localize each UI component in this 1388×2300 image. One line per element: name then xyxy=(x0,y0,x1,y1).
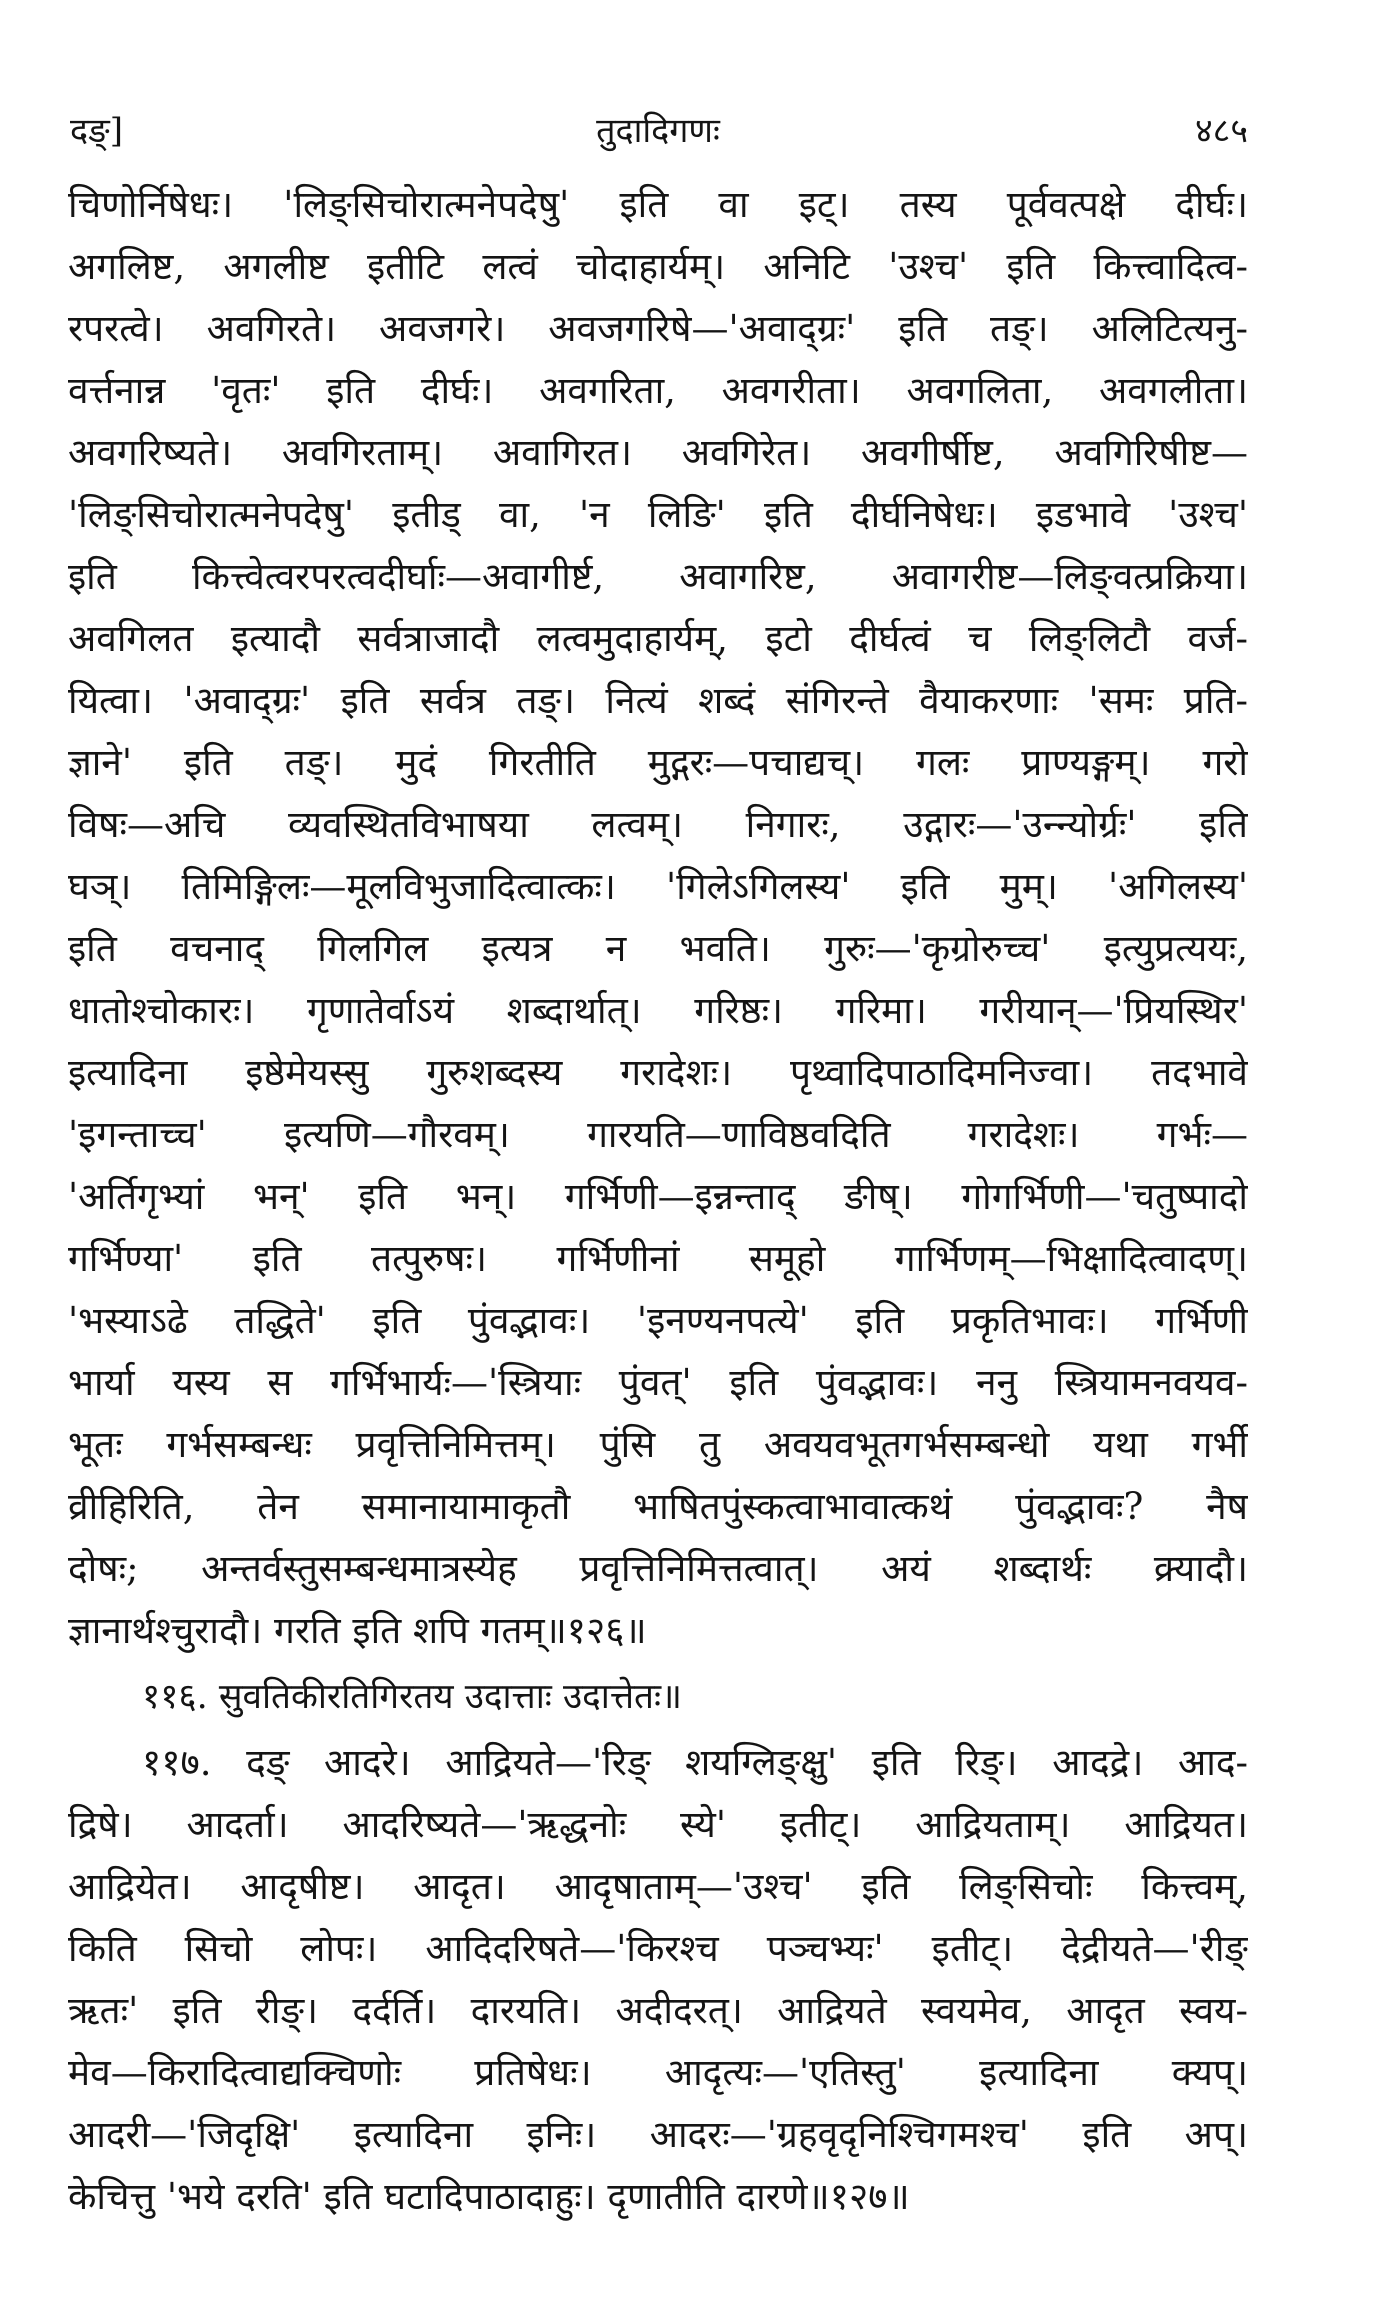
text-line: घञ्। तिमिङ्गिलः—मूलविभुजादित्वात्कः। 'गिलेऽगिलस्य' इति मुम्। 'अगिलस्य' xyxy=(68,865,1248,908)
text-line: इति वचनाद् गिलगिल इत्यत्र न भवति। गुरुः—'कृग्रोरुच्च' इत्युप्रत्ययः, xyxy=(68,927,1248,970)
sutra-line: ११६. सुवतिकीरतिगिरतय उदात्ताः उदात्तेतः॥ xyxy=(142,1677,682,1717)
text-line: दोषः; अन्तर्वस्तुसम्बन्धमात्रस्येह प्रवृत्तिनिमित्तत्वात्। अयं शब्दार्थः क्र्यादौ। xyxy=(68,1547,1248,1590)
paragraph-2 xyxy=(68,1732,1248,2228)
text-line: व्रीहिरिति, तेन समानायामाकृतौ भाषितपुंस्कत्वाभावात्कथं पुंवद्भावः? नैष xyxy=(68,1485,1248,1528)
text-line: अवगरिष्यते। अवगिरताम्। अवागिरत। अवगिरेत। अवगीर्षीष्ट, अवगिरिषीष्ट— xyxy=(68,431,1248,474)
text-line: 'अर्तिगृभ्यां भन्' इति भन्। गर्भिणी—इन्नन्ताद् ङीष्। गोगर्भिणी—'चतुष्पादो xyxy=(68,1175,1248,1218)
page-number: ४८५ xyxy=(1194,111,1248,151)
text-line: भूतः गर्भसम्बन्धः प्रवृत्तिनिमित्तम्। पुंसि तु अवयवभूतगर्भसम्बन्धो यथा गर्भी xyxy=(68,1423,1248,1466)
text-line: ज्ञानार्थश्चुरादौ। गरति इति शपि गतम्॥१२६॥ xyxy=(68,1609,647,1652)
text-line: चिणोर्निषेधः। 'लिङ्सिचोरात्मनेपदेषु' इति वा इट्। तस्य पूर्ववत्पक्षे दीर्घः। xyxy=(68,183,1248,226)
text-line: मेव—किरादित्वाद्यक्चिणोः प्रतिषेधः। आदृत्यः—'एतिस्तु' इत्यादिना क्यप्। xyxy=(68,2051,1248,2094)
text-line: द्रिषे। आदर्ता। आदरिष्यते—'ऋद्धनोः स्ये' इतीट्। आद्रियताम्। आद्रियत। xyxy=(68,1803,1248,1846)
text-line: 'इगन्ताच्च' इत्यणि—गौरवम्। गारयति—णाविष्ठवदिति गरादेशः। गर्भः— xyxy=(68,1113,1248,1156)
page xyxy=(68,104,1248,2228)
text-line: विषः—अचि व्यवस्थितविभाषया लत्वम्। निगारः, उद्गारः—'उन्न्योर्ग्रः' इति xyxy=(68,803,1248,846)
text-line: ११७. दङ् आदरे। आद्रियते—'रिङ् शयग्लिङ्क्षु' इति रिङ्। आदद्रे। आद- xyxy=(142,1741,1248,1784)
text-line: इति कित्त्वेत्वरपरत्वदीर्घाः—अवागीर्ष्ट, अवागरिष्ट, अवागरीष्ट—लिङ्वत्प्रक्रिया। xyxy=(68,555,1248,598)
text-line: गर्भिण्या' इति तत्पुरुषः। गर्भिणीनां समूहो गार्भिणम्—भिक्षादित्वादण्। xyxy=(68,1237,1248,1280)
text-line: अगलिष्ट, अगलीष्ट इतीटि लत्वं चोदाहार्यम्। अनिटि 'उश्च' इति कित्त्वादित्व- xyxy=(68,245,1248,288)
paragraph-1 xyxy=(68,174,1248,1662)
text-line: केचित्तु 'भये दरति' इति घटादिपाठादाहुः। दृणातीति दारणे॥१२७॥ xyxy=(68,2175,910,2218)
text-line: आदरी—'जिदृक्षि' इत्यादिना इनिः। आदरः—'ग्रहवृदृनिश्चिगमश्च' इति अप्। xyxy=(68,2113,1248,2156)
text-line: किति सिचो लोपः। आदिदरिषते—'किरश्च पञ्चभ्यः' इतीट्। देद्रीयते—'रीङ् xyxy=(68,1927,1248,1970)
text-line: धातोश्चोकारः। गृणातेर्वाऽयं शब्दार्थात्। गरिष्ठः। गरिमा। गरीयान्—'प्रियस्थिर' xyxy=(68,989,1248,1032)
text-line: 'भस्याऽढे तद्धिते' इति पुंवद्भावः। 'इनण्यनपत्ये' इति प्रकृतिभावः। गर्भिणी xyxy=(68,1299,1248,1342)
text-line: भार्या यस्य स गर्भिभार्यः—'स्त्रियाः पुंवत्' इति पुंवद्भावः। ननु स्त्रियामनवयव- xyxy=(68,1361,1248,1404)
text-line: ऋतः' इति रीङ्। दर्दर्ति। दारयति। अदीदरत्। आद्रियते स्वयमेव, आदृत स्वय- xyxy=(68,1989,1248,2032)
text-line: अवगिलत इत्यादौ सर्वत्राजादौ लत्वमुदाहार्यम्, इटो दीर्घत्वं च लिङ्लिटौ वर्ज- xyxy=(68,617,1248,660)
text-line: इत्यादिना इष्ठेमेयस्सु गुरुशब्दस्य गरादेशः। पृथ्वादिपाठादिमनिज्वा। तदभावे xyxy=(68,1051,1248,1094)
running-head xyxy=(68,104,1248,174)
running-head-title: तुदादिगणः xyxy=(596,111,720,151)
text-line: यित्वा। 'अवाद्ग्रः' इति सर्वत्र तङ्। नित्यं शब्दं संगिरन्ते वैयाकरणाः 'समः प्रति- xyxy=(68,679,1248,722)
text-line: आद्रियेत। आदृषीष्ट। आदृत। आदृषाताम्—'उश्च' इति लिङ्सिचोः कित्त्वम्, xyxy=(68,1865,1248,1908)
text-line: रपरत्वे। अवगिरते। अवजगरे। अवजगरिषे—'अवाद्ग्रः' इति तङ्। अलिटित्यनु- xyxy=(68,307,1248,350)
text-line: ज्ञाने' इति तङ्। मुदं गिरतीति मुद्गरः—पचाद्यच्। गलः प्राण्यङ्गम्। गरो xyxy=(68,741,1248,784)
running-head-left: दङ्] xyxy=(70,111,123,151)
text-line: 'लिङ्सिचोरात्मनेपदेषु' इतीड् वा, 'न लिङि' इति दीर्घनिषेधः। इडभावे 'उश्च' xyxy=(68,493,1248,536)
text-line: वर्त्तनान्न 'वृतः' इति दीर्घः। अवगरिता, अवगरीता। अवगलिता, अवगलीता। xyxy=(68,369,1248,412)
